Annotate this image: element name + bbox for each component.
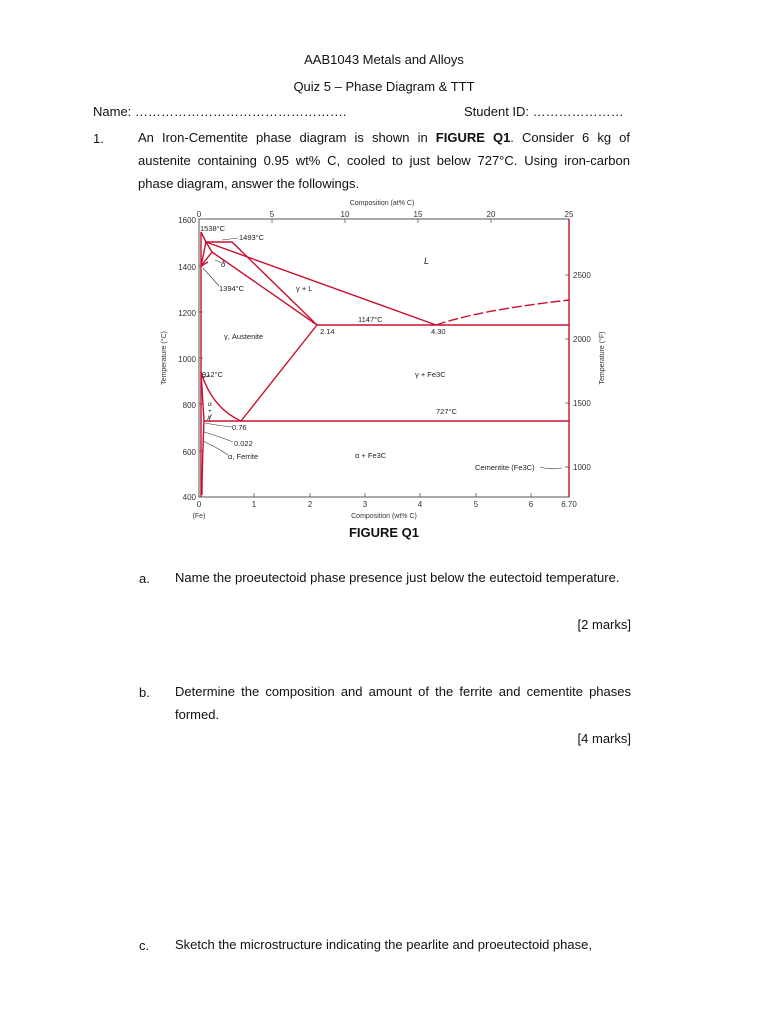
q1-text-part2: . Consider 6 kg of austenite containing 0.95 wt% C, cooled to just below 727°C. Using iron-carbon phase diagram, answer the followings. — [138, 130, 630, 191]
fe-label: (Fe) — [192, 513, 206, 520]
a3-line — [201, 372, 241, 421]
bottom-tick-2: 2 — [307, 500, 313, 509]
label-1147c: 1147°C — [358, 315, 383, 324]
name-field — [93, 104, 347, 119]
student-id-label: Student ID: — [464, 104, 530, 119]
right-axis-label: Temperature (°F) — [599, 331, 606, 385]
bottom-tick-4: 4 — [417, 500, 423, 509]
iron-carbon-phase-diagram — [150, 194, 610, 524]
question-c-letter: c. — [139, 938, 150, 953]
label-727c: 727°C — [436, 407, 457, 416]
student-id-blank: ………………… — [532, 104, 624, 119]
bottom-axis-label: Composition (wt% C) — [351, 513, 417, 520]
label-1394c: 1394°C — [219, 284, 245, 293]
label-alpha-fe3c: α + Fe3C — [355, 451, 387, 460]
left-tick-1400: 1400 — [178, 263, 196, 272]
solvus — [202, 421, 204, 495]
bottom-tick-5: 5 — [473, 500, 479, 509]
question-a-text: Name the proeutectoid phase presence just below the eutectoid temperature. — [175, 570, 620, 585]
question-number: 1. — [93, 131, 104, 146]
left-tick-400: 400 — [182, 493, 196, 502]
right-tick-2500: 2500 — [573, 271, 591, 280]
left-axis-label: Temperature (°C) — [161, 331, 168, 385]
left-tick-1600: 1600 — [178, 216, 196, 225]
left-tick-600: 600 — [182, 448, 196, 457]
label-austenite: γ, Austenite — [224, 332, 264, 341]
label-0-022: 0.022 — [234, 439, 253, 448]
top-tick-10: 10 — [340, 210, 350, 219]
label-plus-small: + — [208, 408, 212, 415]
label-1538c: 1538°C — [200, 224, 226, 233]
question-1-text — [138, 126, 630, 195]
question-c-text: Sketch the microstructure indicating the pearlite and proeutectoid phase, — [175, 937, 592, 952]
question-b-letter: b. — [139, 685, 150, 700]
label-gamma-fe3c: γ + Fe3C — [415, 370, 446, 379]
quiz-title: Quiz 5 – Phase Diagram & TTT — [293, 79, 475, 94]
bottom-tick-6-70: 6.70 — [561, 500, 577, 509]
label-ferrite: α, Ferrite — [228, 452, 259, 461]
label-cementite: Cementite (Fe3C) — [475, 463, 535, 472]
figure-caption: FIGURE Q1 — [348, 525, 420, 540]
course-title: AAB1043 Metals and Alloys — [304, 52, 464, 67]
right-tick-1000: 1000 — [573, 463, 591, 472]
liquidus-right-dashed — [436, 300, 569, 325]
label-delta: δ — [221, 260, 226, 269]
name-blank: …………………………………………. — [134, 104, 347, 119]
question-b-marks: [4 marks] — [577, 731, 631, 746]
label-alpha-small: α — [208, 401, 212, 408]
figure-reference: FIGURE Q1 — [435, 130, 511, 145]
label-0-76: 0.76 — [232, 423, 247, 432]
question-a-letter: a. — [139, 571, 150, 586]
left-tick-1200: 1200 — [178, 309, 196, 318]
top-tick-25: 25 — [564, 210, 574, 219]
question-a-marks: [2 marks] — [577, 617, 631, 632]
bottom-tick-3: 3 — [362, 500, 368, 509]
label-912c: 912°C — [202, 370, 223, 379]
label-2-14: 2.14 — [320, 327, 335, 336]
right-tick-1500: 1500 — [573, 399, 591, 408]
label-liquid: L — [424, 256, 430, 266]
q1-text-part1: An Iron-Cementite phase diagram is shown in — [138, 130, 428, 145]
label-gamma-small: γ — [208, 414, 212, 421]
bottom-tick-1: 1 — [251, 500, 257, 509]
bottom-tick-6: 6 — [528, 500, 534, 509]
label-4-30: 4.30 — [431, 327, 446, 336]
top-tick-5: 5 — [269, 210, 275, 219]
top-tick-20: 20 — [486, 210, 496, 219]
question-b-text: Determine the composition and amount of the ferrite and cementite phases formed. — [175, 684, 631, 722]
right-tick-2000: 2000 — [573, 335, 591, 344]
label-1493c: 1493°C — [239, 233, 265, 242]
left-tick-800: 800 — [182, 401, 196, 410]
left-tick-1000: 1000 — [178, 355, 196, 364]
top-axis-label: Composition (at% C) — [349, 200, 415, 207]
name-label: Name: — [93, 104, 132, 119]
top-tick-15: 15 — [413, 210, 423, 219]
student-id-field — [464, 104, 624, 119]
top-tick-0: 0 — [196, 210, 202, 219]
label-gamma-l: γ + L — [296, 284, 313, 293]
bottom-tick-0: 0 — [196, 500, 202, 509]
